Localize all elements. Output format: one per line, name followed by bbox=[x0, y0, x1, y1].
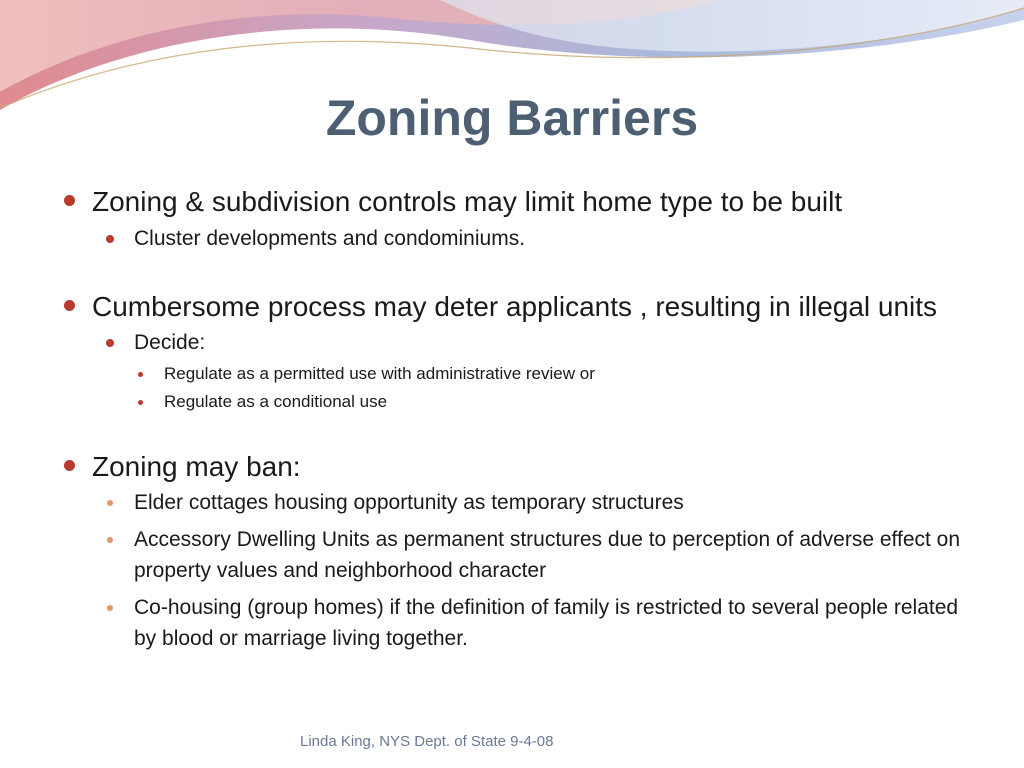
sub-sub-bullet-item bbox=[62, 360, 982, 388]
bullet-dot-icon bbox=[64, 195, 75, 206]
bullet-dot-icon bbox=[107, 605, 113, 611]
sub-bullet-text: Elder cottages housing opportunity as temporary structures bbox=[134, 491, 684, 514]
bullet-item bbox=[62, 183, 982, 220]
bullet-dot-icon bbox=[64, 300, 75, 311]
bullet-item bbox=[62, 288, 982, 325]
sub-bullet-item bbox=[62, 223, 982, 254]
bullet-item bbox=[62, 448, 982, 485]
sub-sub-bullet-item bbox=[62, 388, 982, 416]
sub-bullet-item bbox=[62, 327, 982, 358]
sub-bullet-item bbox=[62, 487, 982, 518]
bullet-text: Zoning may ban: bbox=[92, 451, 301, 482]
bullet-text: Zoning & subdivision controls may limit home type to be built bbox=[92, 186, 843, 217]
sub-bullet-item bbox=[62, 592, 982, 654]
slide-title: Zoning Barriers bbox=[325, 90, 699, 146]
bullet-dot-icon bbox=[138, 372, 143, 377]
sub-bullet-text: Decide: bbox=[134, 331, 206, 354]
sub-bullet-item bbox=[62, 524, 982, 586]
sub-sub-bullet-text: Regulate as a conditional use bbox=[164, 392, 388, 411]
sub-bullet-text: Cluster developments and condominiums. bbox=[134, 227, 526, 250]
bullet-dot-icon bbox=[106, 235, 114, 243]
sub-bullet-text: Co-housing (group homes) if the definition of family is restricted to several people related by blood or marriage living together. bbox=[134, 596, 959, 650]
bullet-dot-icon bbox=[64, 460, 75, 471]
bullet-dot-icon bbox=[107, 537, 113, 543]
bullet-dot-icon bbox=[138, 400, 143, 405]
bullet-dot-icon bbox=[106, 339, 114, 347]
sub-sub-bullet-text: Regulate as a permitted use with administrative review or bbox=[164, 364, 595, 383]
bullet-dot-icon bbox=[107, 500, 113, 506]
bullet-text: Cumbersome process may deter applicants , resulting in illegal units bbox=[92, 291, 938, 322]
bullet-list bbox=[62, 183, 982, 654]
slide-footer: Linda King, NYS Dept. of State 9-4-08 bbox=[300, 733, 554, 750]
sub-bullet-text: Accessory Dwelling Units as permanent structures due to perception of adverse effect on property values and neighborhood character bbox=[134, 528, 961, 582]
